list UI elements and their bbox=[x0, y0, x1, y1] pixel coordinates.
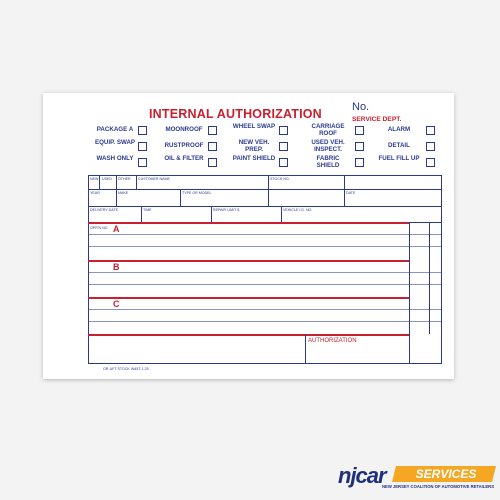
service-dept-label: SERVICE DEPT. bbox=[352, 116, 402, 123]
njcar-logo bbox=[338, 463, 498, 493]
service-checkbox-package-a[interactable] bbox=[138, 126, 147, 135]
service-checkbox-alarm[interactable] bbox=[426, 126, 435, 135]
service-checkbox-wheel-swap[interactable] bbox=[279, 126, 288, 135]
writing-line bbox=[88, 284, 441, 285]
authorization-form bbox=[43, 93, 454, 379]
service-checkbox-new-veh-prep[interactable] bbox=[279, 142, 288, 151]
service-label-fuel-fill-up: FUEL FILL UP bbox=[378, 155, 420, 162]
service-checkbox-paint-shield[interactable] bbox=[279, 158, 288, 167]
writing-line bbox=[88, 234, 441, 235]
service-checkbox-fabric-shield[interactable] bbox=[355, 158, 364, 167]
service-checkbox-oil-filter[interactable] bbox=[208, 158, 217, 167]
section-a-label: A bbox=[113, 224, 120, 234]
field-time: TIME bbox=[143, 208, 152, 212]
service-label-carriage-roof: CARRIAGE ROOF bbox=[311, 123, 345, 137]
service-checkbox-moonroof[interactable] bbox=[208, 126, 217, 135]
service-checkbox-used-veh-inspect[interactable] bbox=[355, 142, 364, 151]
writing-line bbox=[88, 309, 441, 310]
service-label-equip-swap: EQUIP. SWAP bbox=[94, 139, 136, 146]
service-checkbox-rustproof[interactable] bbox=[208, 142, 217, 151]
service-label-moonroof: MOONROOF bbox=[165, 126, 203, 133]
service-label-detail: DETAIL bbox=[388, 142, 410, 149]
service-label-wash-only: WASH ONLY bbox=[96, 155, 134, 162]
field-type-or-model: TYPE OR MODEL bbox=[182, 191, 212, 195]
field-year: YEAR bbox=[90, 191, 100, 195]
service-checkbox-carriage-roof[interactable] bbox=[355, 126, 364, 135]
field-delivery-date: DELIVERY DATE bbox=[90, 208, 118, 212]
service-label-rustproof: RUSTPROOF bbox=[164, 142, 204, 149]
field-vehicle-id: VEHICLE I.D. NO. bbox=[283, 208, 313, 212]
service-checkbox-equip-swap[interactable] bbox=[138, 142, 147, 151]
service-label-used-veh-inspect: USED VEH. INSPECT. bbox=[311, 139, 345, 153]
service-checkbox-wash-only[interactable] bbox=[138, 158, 147, 167]
form-number-label: No. bbox=[352, 101, 370, 113]
field-make: MAKE bbox=[118, 191, 129, 195]
service-label-oil-filter: OIL & FILTER bbox=[164, 155, 204, 162]
section-c-label: C bbox=[113, 299, 120, 309]
footer-code: OR-UFT STOCK IN45T-1.25 bbox=[103, 367, 149, 371]
service-label-new-veh-prep: NEW VEH. PREP. bbox=[238, 139, 270, 153]
authorization-label: AUTHORIZATION bbox=[308, 338, 357, 344]
logo-njcar-text: njcar bbox=[338, 463, 386, 488]
field-stock-no: STOCK NO. bbox=[270, 177, 290, 181]
writing-line bbox=[88, 272, 441, 273]
logo-tagline: NEW JERSEY COALITION OF AUTOMOTIVE RETAILERS bbox=[382, 484, 494, 489]
service-label-wheel-swap: WHEEL SWAP bbox=[232, 123, 276, 130]
field-other: OTHER bbox=[118, 177, 131, 181]
logo-services-text: SERVICES bbox=[415, 467, 477, 481]
field-date: DATE bbox=[346, 191, 356, 195]
section-b-label: B bbox=[113, 262, 120, 272]
field-opr-no: OPR'N NO. bbox=[90, 226, 109, 230]
writing-line bbox=[88, 246, 441, 247]
form-title: INTERNAL AUTHORIZATION bbox=[149, 107, 322, 121]
service-checkbox-fuel-fill-up[interactable] bbox=[426, 158, 435, 167]
service-checkbox-detail[interactable] bbox=[426, 142, 435, 151]
service-label-fabric-shield: FABRIC SHIELD bbox=[316, 155, 340, 169]
service-label-package-a: PACKAGE A bbox=[96, 126, 134, 133]
service-label-alarm: ALARM bbox=[387, 126, 411, 133]
field-used: USED bbox=[102, 177, 112, 181]
field-customer-name: CUSTOMER NAME bbox=[138, 177, 170, 181]
field-repair-limit: REPAIR LIMIT $ bbox=[213, 208, 240, 212]
service-label-paint-shield: PAINT SHIELD bbox=[232, 155, 276, 162]
field-new: NEW bbox=[90, 177, 99, 181]
writing-line bbox=[88, 321, 441, 322]
